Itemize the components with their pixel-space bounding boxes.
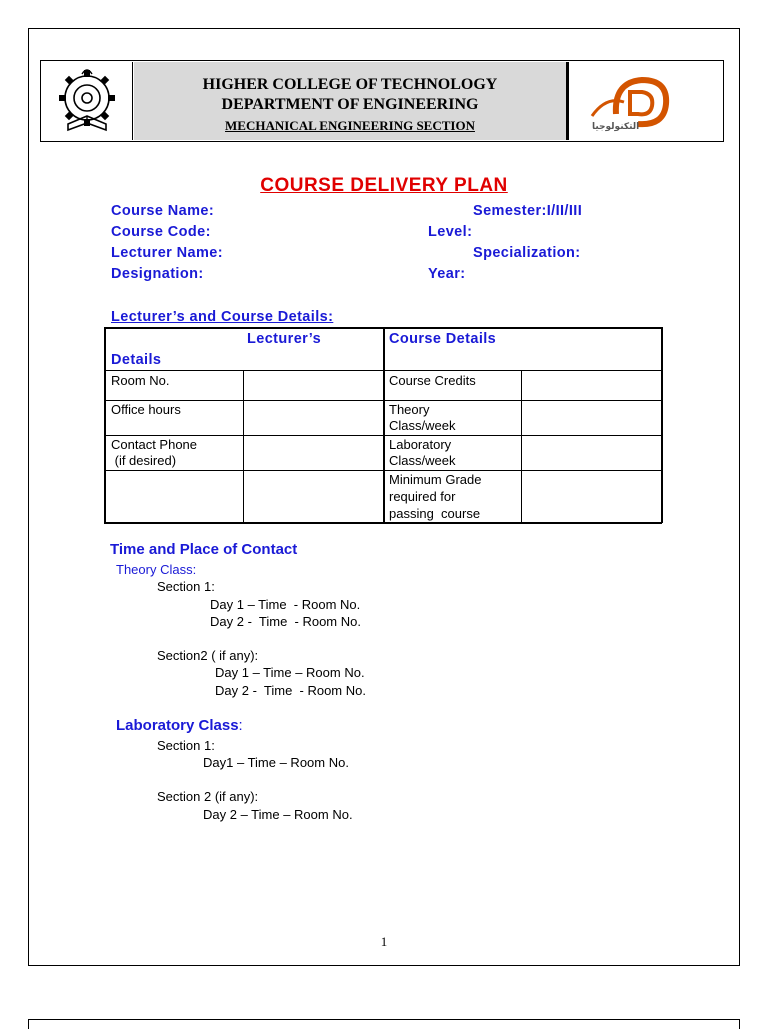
document-title: COURSE DELIVERY PLAN — [260, 175, 508, 196]
gear-book-emblem-icon — [42, 62, 132, 140]
course-name-label: Course Name: — [111, 203, 215, 219]
page-number: 1 — [380, 934, 388, 949]
cell-office-hours: Office hours — [111, 402, 181, 417]
specialization-label: Specialization: — [473, 245, 581, 261]
theory-section2-day1: Day 1 – Time – Room No. — [215, 665, 365, 680]
cell-theory-line1: Theory — [389, 402, 430, 417]
lecturer-header-line1: Lecturer’s — [247, 331, 322, 347]
theory-section1-day1: Day 1 – Time - Room No. — [210, 597, 361, 612]
lab-section1-day1: Day1 – Time – Room No. — [203, 755, 349, 770]
cell-course-credits: Course Credits — [389, 373, 476, 388]
cell-laboratory-line2: Class/week — [389, 453, 456, 468]
semester-label: Semester:I/II/III — [473, 203, 583, 219]
header-title-box — [134, 62, 566, 140]
cell-room-no: Room No. — [111, 373, 170, 388]
section-name: MECHANICAL ENGINEERING SECTION — [225, 118, 475, 133]
header-separator — [566, 62, 569, 140]
cell-laboratory-line1: Laboratory — [389, 437, 452, 452]
theory-section1-day2: Day 2 - Time - Room No. — [210, 614, 361, 629]
lecturer-header-line2: Details — [111, 352, 162, 368]
technology-logo — [572, 62, 722, 140]
lab-section2-day1: Day 2 – Time – Room No. — [203, 807, 353, 822]
contact-heading: Time and Place of Contact — [110, 541, 298, 558]
designation-label: Designation: — [111, 266, 204, 282]
cell-min-grade-line2: required for — [389, 489, 456, 504]
department-name: DEPARTMENT OF ENGINEERING — [221, 96, 479, 113]
lab-section2-label: Section 2 (if any): — [157, 789, 259, 804]
logo-arabic-text: التكنولوجيا — [592, 122, 640, 132]
college-name: HIGHER COLLEGE OF TECHNOLOGY — [202, 76, 498, 93]
college-emblem-logo — [42, 62, 133, 140]
next-page-edge — [28, 1019, 740, 1029]
lecturer-name-label: Lecturer Name: — [111, 245, 223, 261]
details-heading: Lecturer’s and Course Details: — [111, 309, 334, 325]
theory-class-label: Theory Class: — [116, 562, 197, 577]
cell-min-grade-line1: Minimum Grade — [389, 472, 482, 487]
year-label: Year: — [428, 266, 466, 282]
course-details-header: Course Details — [389, 331, 497, 347]
course-code-label: Course Code: — [111, 224, 211, 240]
lab-section1-label: Section 1: — [157, 738, 215, 753]
theory-section1-label: Section 1: — [157, 579, 215, 594]
cell-contact-phone-line2: (if desired) — [111, 453, 177, 468]
level-label: Level: — [428, 224, 473, 240]
orange-swoosh-logo-icon — [572, 62, 722, 140]
details-table — [104, 327, 662, 523]
cell-min-grade-line3: passing course — [389, 506, 481, 521]
theory-section2-day2: Day 2 - Time - Room No. — [215, 683, 366, 698]
laboratory-heading-text: Laboratory Class — [116, 717, 239, 734]
cell-theory-line2: Class/week — [389, 418, 456, 433]
laboratory-heading-colon: : — [238, 717, 243, 734]
laboratory-heading — [116, 717, 243, 734]
theory-section2-label: Section2 ( if any): — [157, 648, 259, 663]
cell-contact-phone-line1: Contact Phone — [111, 437, 198, 452]
